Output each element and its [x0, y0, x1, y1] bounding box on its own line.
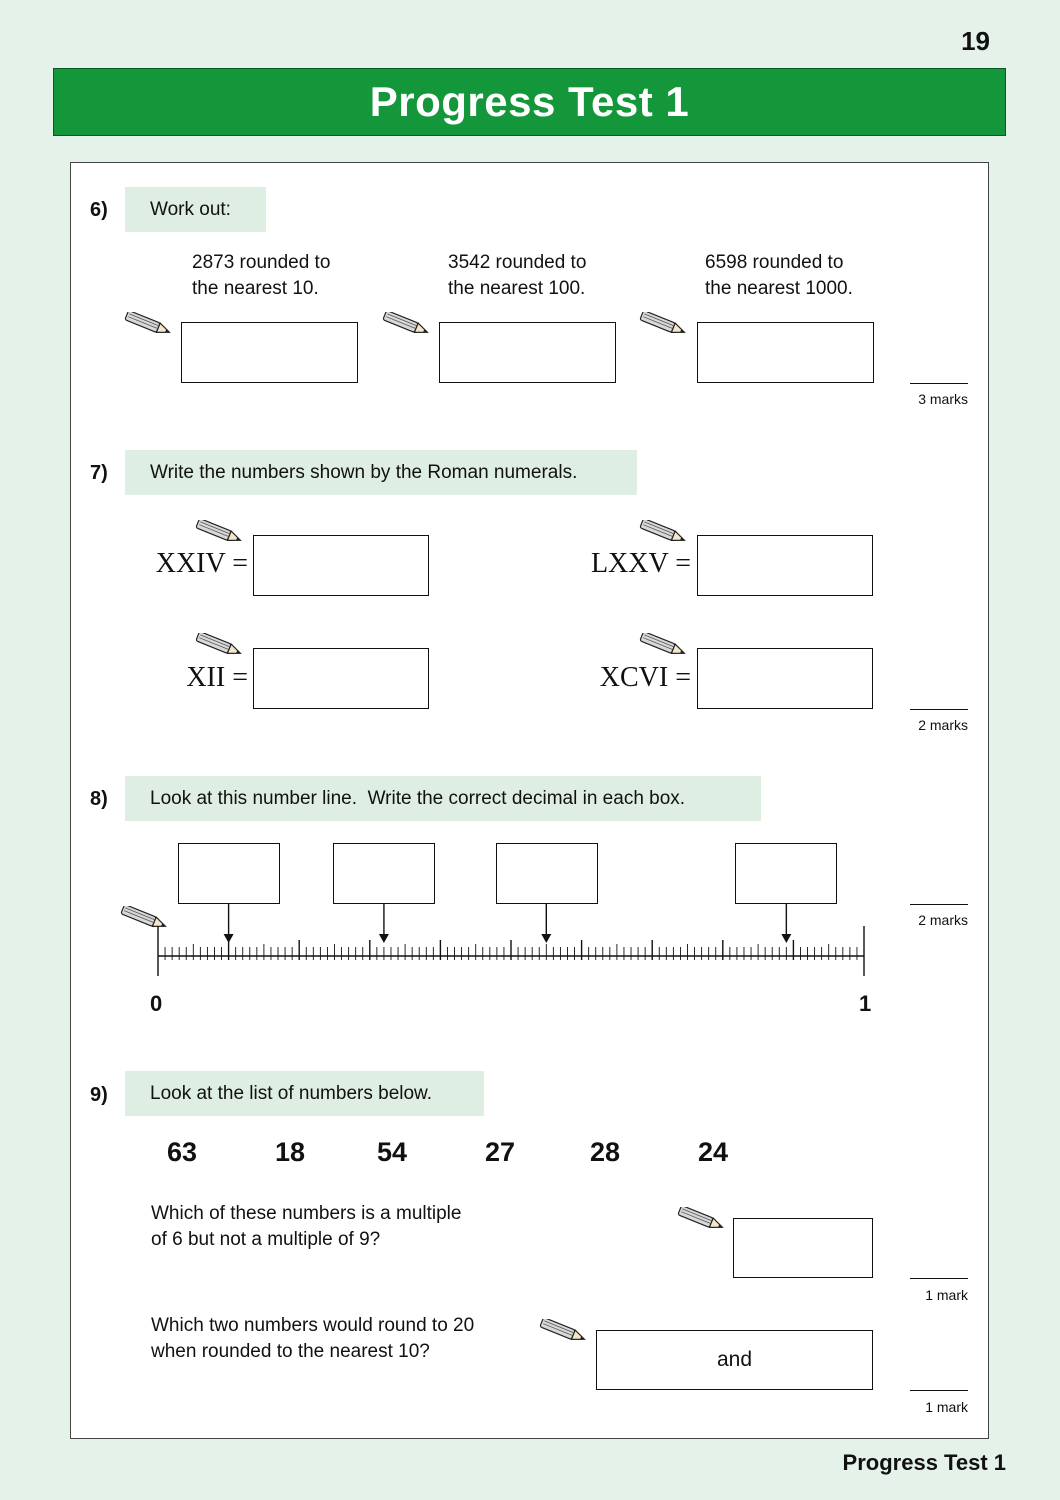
q7-mark-line — [910, 709, 968, 710]
q9-part-a-answer-box[interactable] — [733, 1218, 873, 1278]
q6-item-1-text: 2873 rounded to the nearest 10. — [192, 252, 331, 299]
pencil-icon — [637, 633, 691, 657]
q8-prompt: Look at this number line. Write the correct decimal in each box. — [125, 776, 761, 821]
q8-answer-box-1[interactable] — [178, 843, 280, 904]
arrow-head-icon — [541, 934, 551, 943]
pencil-icon — [193, 633, 247, 657]
q7-roman-lxxv: LXXV = — [590, 548, 691, 579]
q9-number-24: 24 — [698, 1137, 729, 1167]
q9-part-b-marks: 1 mark — [925, 1399, 968, 1415]
arrow-head-icon — [224, 934, 234, 943]
q7-answer-box-4[interactable] — [697, 648, 873, 709]
footer-title: Progress Test 1 — [842, 1450, 1006, 1475]
q8-answer-box-4[interactable] — [735, 843, 837, 904]
q7-roman-xii: XII = — [186, 662, 248, 693]
q9-number-54: 54 — [377, 1137, 408, 1167]
q7-marks: 2 marks — [918, 717, 968, 733]
q6-item-2-text: 3542 rounded to the nearest 100. — [448, 252, 587, 299]
q6-item-3-text: 6598 rounded to the nearest 1000. — [705, 252, 853, 299]
page-number: 19 — [961, 26, 990, 56]
q8-answer-box-3[interactable] — [496, 843, 598, 904]
q9-part-b-mark-line — [910, 1390, 968, 1391]
q7-number: 7) — [90, 462, 108, 484]
q7-answer-box-3[interactable] — [253, 648, 429, 709]
q9-number-63: 63 — [167, 1137, 198, 1167]
q9-part-a-text: Which of these numbers is a multiple of 6 but not a multiple of 9? — [151, 1203, 462, 1250]
q6-number: 6) — [90, 199, 108, 221]
q9-part-a-marks: 1 mark — [925, 1287, 968, 1303]
pencil-icon — [675, 1207, 729, 1231]
q6-prompt: Work out: — [125, 187, 266, 232]
arrow-head-icon — [781, 934, 791, 943]
q7-roman-xxiv: XXIV = — [155, 548, 248, 579]
q8-marks: 2 marks — [918, 912, 968, 928]
pencil-icon — [193, 520, 247, 544]
number-line-end: 1 — [859, 991, 872, 1016]
q7-roman-xcvi: XCVI = — [599, 662, 691, 693]
q9-number-18: 18 — [275, 1137, 306, 1167]
q9-prompt: Look at the list of numbers below. — [125, 1071, 484, 1116]
q7-prompt: Write the numbers shown by the Roman numerals. — [125, 450, 637, 495]
q6-answer-box-1[interactable] — [181, 322, 358, 383]
q6-answer-box-2[interactable] — [439, 322, 616, 383]
arrow-head-icon — [379, 934, 389, 943]
q7-answer-box-2[interactable] — [697, 535, 873, 596]
q9-number-28: 28 — [590, 1137, 621, 1167]
q6-mark-line — [910, 383, 968, 384]
pencil-icon — [380, 312, 434, 336]
q9-part-a-mark-line — [910, 1278, 968, 1279]
title-bar — [53, 68, 1006, 136]
q9-part-b-text: Which two numbers would round to 20 when rounded to the nearest 10? — [151, 1315, 475, 1362]
q8-mark-line — [910, 904, 968, 905]
page-title: Progress Test 1 — [369, 78, 690, 125]
q9-number: 9) — [90, 1084, 108, 1106]
number-line — [140, 900, 880, 980]
q6-marks: 3 marks — [918, 391, 968, 407]
q8-number: 8) — [90, 788, 108, 810]
q8-answer-box-2[interactable] — [333, 843, 435, 904]
pencil-icon — [537, 1319, 591, 1343]
pencil-icon — [122, 312, 176, 336]
q6-answer-box-3[interactable] — [697, 322, 874, 383]
q9-number-27: 27 — [485, 1137, 516, 1167]
pencil-icon — [637, 312, 691, 336]
q9-part-b-answer-box[interactable] — [596, 1330, 873, 1390]
q7-answer-box-1[interactable] — [253, 535, 429, 596]
pencil-icon — [637, 520, 691, 544]
q9-part-b-and-label: and — [716, 1348, 753, 1371]
number-line-start: 0 — [150, 991, 163, 1016]
